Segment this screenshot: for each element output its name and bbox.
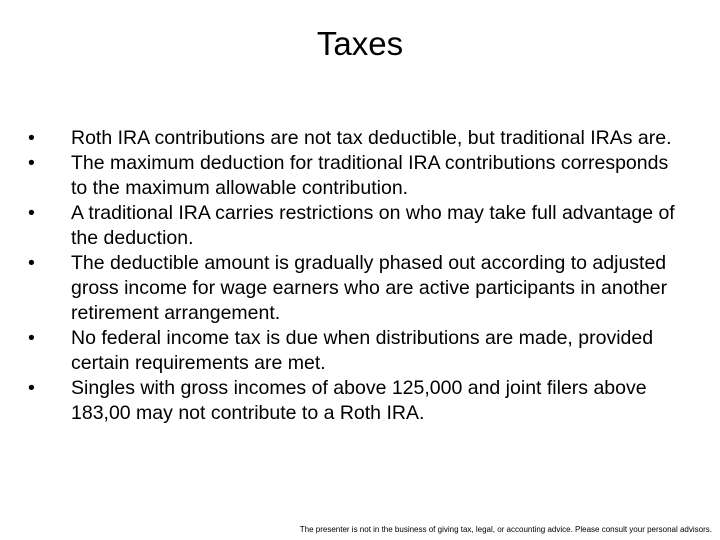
- bullet-item: [24, 376, 688, 426]
- bullet-text: Singles with gross incomes of above 125,000 and joint filers above 183,00 may not contribute to a Roth IRA.: [71, 377, 647, 424]
- bullet-marker: •: [28, 202, 35, 224]
- bullet-item: [24, 251, 688, 326]
- bullet-text: A traditional IRA carries restrictions on who may take full advantage of the deduction.: [71, 202, 675, 249]
- bullet-item: [24, 201, 688, 251]
- bullet-text: The maximum deduction for traditional IRA contributions corresponds to the maximum allowable contribution.: [71, 152, 669, 199]
- bullet-marker: •: [28, 152, 35, 174]
- bullet-text: Roth IRA contributions are not tax deductible, but traditional IRAs are.: [71, 127, 672, 149]
- bullet-list: [24, 126, 688, 426]
- bullet-marker: •: [28, 327, 35, 349]
- bullet-marker: •: [28, 127, 35, 149]
- bullet-marker: •: [28, 377, 35, 399]
- bullet-text: No federal income tax is due when distributions are made, provided certain requirements are met.: [71, 327, 654, 374]
- slide-title: Taxes: [316, 25, 404, 62]
- bullet-item: [24, 326, 688, 376]
- bullet-text: The deductible amount is gradually phased out according to adjusted gross income for wage earners who are active participants in another retirement arrangement.: [71, 252, 668, 324]
- bullet-item: [24, 126, 688, 151]
- disclaimer-footer: The presenter is not in the business of giving tax, legal, or accounting advice. Please consult your personal advisors.: [299, 525, 712, 534]
- bullet-item: [24, 151, 688, 201]
- bullet-marker: •: [28, 252, 35, 274]
